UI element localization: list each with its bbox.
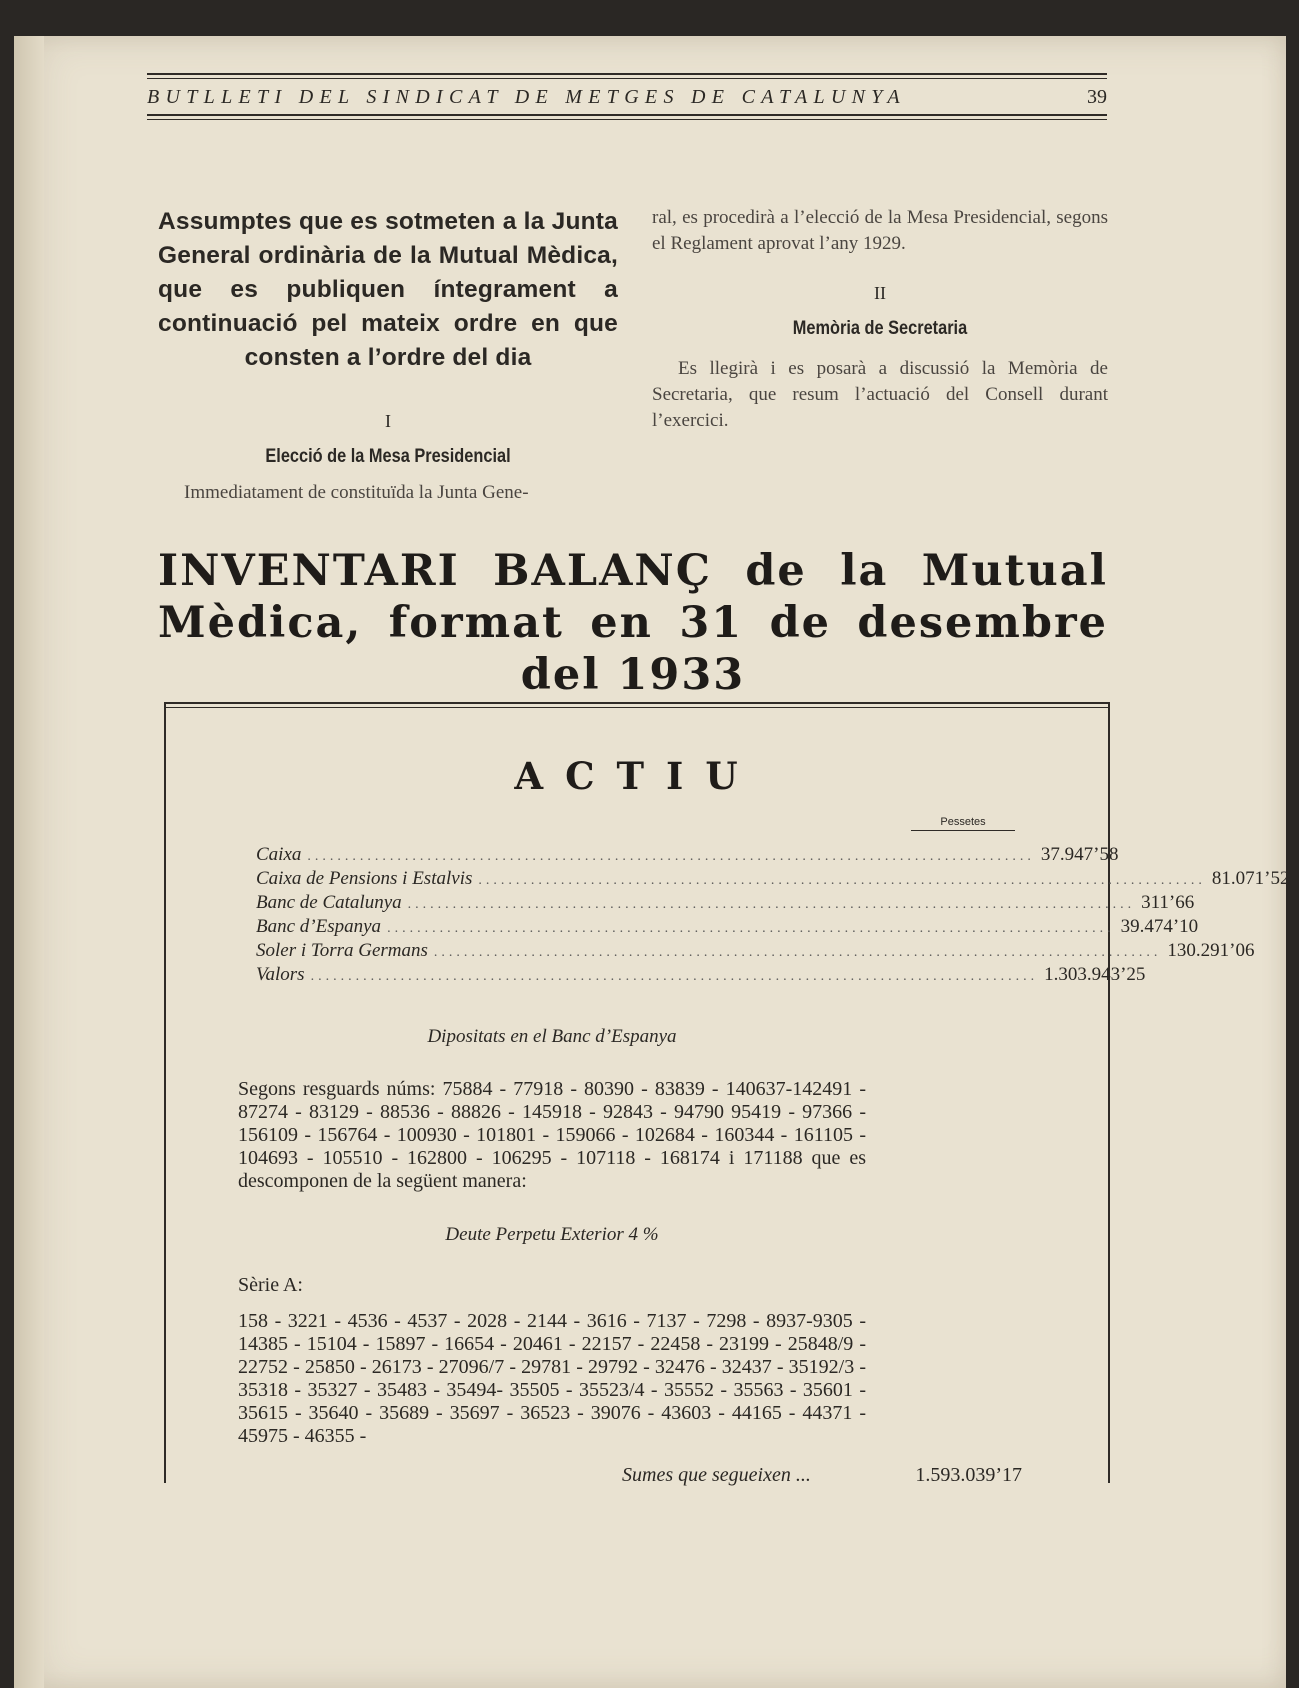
section-2-text: Es llegirà i es posarà a discussió la Memòria de Secretaria, que resum l’actuació del Consell durant l’exercici. (652, 358, 1108, 431)
actiu-heading: ACTIU (514, 754, 760, 798)
leader-dots: ................................................................................................. (407, 897, 1136, 912)
ledger-row (256, 892, 1195, 916)
series-label: Sèrie A: (238, 1274, 303, 1296)
leader-dots: ................................................................................................. (387, 921, 1115, 936)
section-numeral-2: II (874, 283, 886, 303)
page-number: 39 (1087, 86, 1107, 108)
currency-header: Pessetes (911, 816, 1015, 831)
ledger-value: 39.474’10 (1120, 916, 1199, 937)
ledger-value: 81.071’52 (1211, 868, 1290, 889)
ledger-value: 1.303.943’25 (1044, 964, 1146, 985)
section-1-text-start: Immediatament de constituïda la Junta Gene- (184, 482, 529, 503)
deposits-text: Segons resguards núms: 75884 - 77918 - 80390 - 83839 - 140637-142491 - 87274 - 83129 - 88536 - 88826 - 145918 - 92843 - 94790 95419 - 97366 - 156109 - 156764 - 100930 - 101801 - 159066 - 102684 - 160344 - 161105 - 104693 - 105510 - 162800 - 106295 - 107118 - 168174 i 171188 que es descomponen de la següent manera: (238, 1078, 866, 1192)
deposits-title-block (238, 1026, 866, 1048)
ledger-label: Valors (256, 964, 305, 985)
ledger-value: 311’66 (1141, 892, 1195, 913)
ledger-row (256, 844, 1119, 868)
carry-value: 1.593.039’17 (915, 1464, 1022, 1486)
ledger-row (256, 964, 1146, 988)
header-rule-bottom-thin (147, 119, 1107, 120)
ledger-value: 37.947’58 (1040, 844, 1119, 865)
running-title: BUTLLETI DEL SINDICAT DE METGES DE CATALUNYA (147, 86, 906, 108)
inventory-frame (164, 702, 1290, 1486)
ledger-label: Soler i Torra Germans (256, 940, 428, 961)
ledger-label: Banc d’Espanya (256, 916, 382, 937)
series-label-block (238, 1274, 866, 1297)
ledger-row (256, 940, 1255, 964)
frame-inner-rule (166, 707, 1108, 708)
series-numbers: 158 - 3221 - 4536 - 4537 - 2028 - 2144 - 3616 - 7137 - 7298 - 8937-9305 - 14385 - 15104 - 15897 - 16654 - 20461 - 22157 - 22458 - 23199 - 25848/9 - 22752 - 25850 - 26173 - 27096/7 - 29781 - 29792 - 32476 - 32437 - 35192/3 - 35318 - 35327 - 35483 - 35494- 35505 - 35523/4 - 35552 - 35563 - 35601 - 35615 - 35640 - 35689 - 35697 - 36523 - 39076 - 43603 - 44165 - 44371 - 45975 - 46355 - (238, 1310, 866, 1447)
left-column (158, 205, 618, 506)
debt-title-block (238, 1224, 866, 1246)
inventory-title: INVENTARI BALANÇ de la Mutual Mèdica, format en 31 de desembre del 1933 (158, 546, 1108, 700)
leader-dots: ................................................................................................. (310, 969, 1039, 984)
leader-dots: ................................................................................................. (433, 945, 1162, 960)
section-heading-1: Elecció de la Mesa Presidencial (265, 446, 511, 467)
running-header (147, 73, 1107, 120)
ledger-row (256, 868, 1290, 892)
ledger-value: 130.291’06 (1167, 940, 1255, 961)
right-column (652, 205, 1108, 434)
article-title: Assumptes que es sotmeten a la Junta General ordinària de la Mutual Mèdica, que es publiquen íntegrament a continuació pel mateix ordre en que consten a l’ordre del dia (158, 208, 618, 371)
header-rule-bottom (147, 114, 1107, 116)
ledger-row (256, 916, 1199, 940)
running-head-line (147, 79, 1107, 114)
carry-forward-line (622, 1464, 1022, 1487)
debt-title: Deute Perpetu Exterior 4 % (445, 1224, 659, 1245)
deposits-title: Dipositats en el Banc d’Espanya (427, 1026, 677, 1047)
ledger-label: Caixa de Pensions i Estalvis (256, 868, 473, 889)
deposits-block (238, 1078, 866, 1193)
ledger-label: Caixa (256, 844, 302, 865)
carry-label: Sumes que segueixen ... (622, 1464, 811, 1486)
leader-dots: ................................................................................................. (478, 873, 1206, 888)
ledger-label: Banc de Catalunya (256, 892, 402, 913)
series-block (238, 1310, 866, 1448)
section-heading-2: Memòria de Secretaria (792, 318, 968, 339)
page-binding-edge (14, 36, 44, 1688)
section-1-text-cont: ral, es procedirà a l’elecció de la Mesa Presidencial, segons el Reglament aprovat l’any 1929. (652, 207, 1108, 254)
header-rule-top (147, 73, 1107, 75)
leader-dots: ................................................................................................. (307, 849, 1035, 864)
ledger-table (256, 844, 1290, 988)
section-numeral-1: I (385, 411, 391, 431)
